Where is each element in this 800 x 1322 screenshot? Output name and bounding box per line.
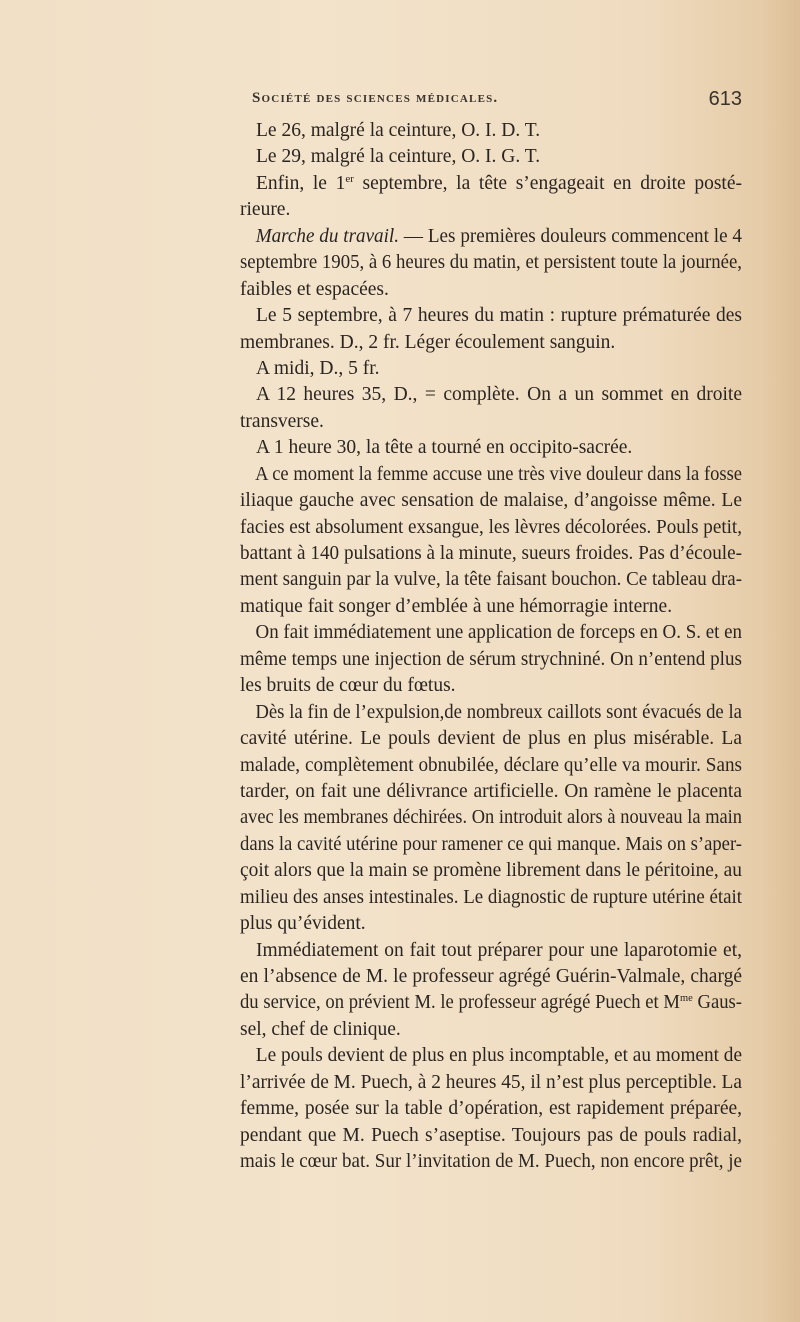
text-segment: A 12 heures 35, D., = complète. On a un sommet en droite: [256, 384, 742, 406]
text-segment: du service, on prévient M. le professeur agrégé Puech et M: [240, 992, 680, 1014]
text-segment: Dès la fin de l’expulsion,de nombreux caillots sont évacués de la: [255, 701, 743, 723]
text-segment: dans la cavité utérine pour ramener ce qui manque. Mais on s’aper-: [240, 833, 742, 855]
text-line: [240, 620, 742, 646]
page-number: 613: [708, 88, 742, 110]
text-line: [240, 356, 742, 382]
text-line: [240, 303, 742, 329]
text-line: [240, 647, 742, 673]
text-segment: même temps une injection de sérum strychniné. On n’entend plus: [240, 648, 742, 670]
superscript: er: [345, 172, 354, 185]
text-segment: rieure.: [240, 199, 291, 221]
text-segment: faibles et espacées.: [240, 278, 389, 300]
text-segment: Enfin, le 1: [256, 172, 346, 194]
text-line: [240, 938, 742, 964]
text-segment: les bruits de cœur du fœtus.: [240, 675, 456, 697]
text-line: [240, 541, 742, 567]
running-header: [252, 88, 742, 114]
text-line: [240, 118, 742, 144]
text-segment: Immédiatement on fait tout préparer pour une laparotomie et,: [256, 939, 742, 961]
text-segment: iliaque gauche avec sensation de malaise, d’angoisse même. Le: [240, 490, 742, 512]
text-line: [240, 964, 742, 990]
text-line: [240, 594, 742, 620]
text-segment: malade, complètement obnubilée, déclare qu’elle va mourir. Sans: [240, 754, 742, 776]
text-line: [240, 700, 742, 726]
text-line: [240, 462, 742, 488]
text-line: [240, 911, 742, 937]
running-title: Société des sciences médicales.: [252, 90, 499, 106]
text-line: [240, 277, 742, 303]
text-line: [240, 753, 742, 779]
text-line: [240, 567, 742, 593]
text-line: [240, 805, 742, 831]
text-line: [240, 224, 742, 250]
text-line: [240, 197, 742, 223]
text-segment: facies est absolument exsangue, les lèvres décolorées. Pouls petit,: [240, 516, 742, 538]
text-segment: sel, chef de clinique.: [240, 1018, 401, 1040]
text-segment: mais le cœur bat. Sur l’invitation de M. Puech, non encore prêt, je: [240, 1151, 742, 1173]
text-line: [240, 515, 742, 541]
text-segment: septembre 1905, à 6 heures du matin, et persistent toute la journée,: [240, 252, 742, 274]
text-line: [240, 1043, 742, 1069]
text-segment: septembre, la tête s’engageait en droite posté-: [353, 172, 742, 194]
text-segment: pendant que M. Puech s’aseptise. Toujours pas de pouls radial,: [240, 1124, 742, 1146]
text-segment: l’arrivée de M. Puech, à 2 heures 45, il n’est plus perceptible. La: [240, 1071, 742, 1093]
text-segment: Gaus-: [692, 992, 742, 1014]
text-line: [240, 250, 742, 276]
text-segment: plus qu’évident.: [240, 913, 366, 935]
text-segment: A ce moment la femme accuse une très vive douleur dans la fosse: [255, 463, 743, 485]
superscript: me: [679, 992, 693, 1005]
text-line: [240, 1017, 742, 1043]
text-line: [240, 330, 742, 356]
text-segment: cavité utérine. Le pouls devient de plus en plus misérable. La: [240, 728, 742, 750]
text-line: [240, 1096, 742, 1122]
text-line: [240, 885, 742, 911]
text-segment: A midi, D., 5 fr.: [256, 357, 380, 379]
text-segment: ment sanguin par la vulve, la tête faisant bouchon. Ce tableau dra-: [240, 569, 742, 591]
text-segment: — Les premières douleurs commencent le 4: [399, 225, 742, 247]
text-segment: On fait immédiatement une application de forceps en O. S. et en: [255, 622, 743, 644]
text-line: [240, 673, 742, 699]
text-line: [240, 1070, 742, 1096]
text-segment: tarder, on fait une délivrance artificielle. On ramène le placenta: [240, 780, 742, 802]
text-line: [240, 726, 742, 752]
text-segment: milieu des anses intestinales. Le diagnostic de rupture utérine était: [240, 886, 742, 908]
text-segment: çoit alors que la main se promène librement dans le péritoine, au: [240, 860, 742, 882]
text-line: [240, 1149, 742, 1175]
text-line: [240, 990, 742, 1016]
text-segment: membranes. D., 2 fr. Léger écoulement sanguin.: [240, 331, 616, 353]
text-line: [240, 435, 742, 461]
text-line: [240, 171, 742, 197]
text-line: [240, 382, 742, 408]
text-segment: Le 5 septembre, à 7 heures du matin : rupture prématurée des: [256, 305, 742, 327]
text-line: [240, 409, 742, 435]
text-line: [240, 858, 742, 884]
text-line: [240, 144, 742, 170]
text-line: [240, 832, 742, 858]
text-line: [240, 779, 742, 805]
text-line: [240, 1123, 742, 1149]
text-segment: Le 29, malgré la ceinture, O. I. G. T.: [256, 146, 541, 168]
text-segment: battant à 140 pulsations à la minute, sueurs froides. Pas d’écoule-: [240, 543, 742, 564]
text-segment: Le 26, malgré la ceinture, O. I. D. T.: [256, 120, 541, 141]
text-segment: A 1 heure 30, la tête a tourné en occipito-sacrée.: [256, 437, 633, 459]
text-segment: matique fait songer d’emblée à une hémorragie interne.: [240, 595, 673, 617]
text-segment: en l’absence de M. le professeur agrégé Guérin-Valmale, chargé: [240, 966, 742, 987]
text-line: [240, 488, 742, 514]
text-segment: avec les membranes déchirées. On introduit alors à nouveau la main: [240, 807, 742, 829]
text-segment: transverse.: [240, 410, 324, 432]
text-segment: femme, posée sur la table d’opération, est rapidement préparée,: [240, 1098, 742, 1120]
body-text: [240, 118, 742, 1176]
italic-heading: Marche du travail.: [255, 225, 400, 247]
text-segment: Le pouls devient de plus en plus incomptable, et au moment de: [255, 1045, 742, 1067]
